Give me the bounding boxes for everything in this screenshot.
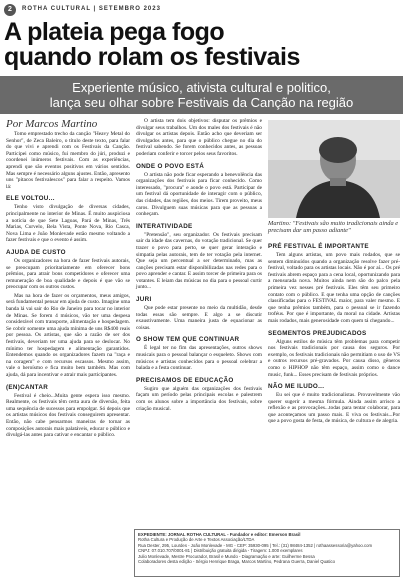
subheading: PRÉ FESTIVAL É IMPORTANTE [268,243,369,250]
portrait-illustration [268,120,400,218]
paragraph: Alguns estilos de música têm problemas para competir nos festivais tradicionais por causa dos seguros. Por exemplo, os festivais tradicionais não permitiam o uso de VS e outros recursos pré-gravados. Por causa disso, gêneros como o HIPHOP não têm espaço, assim como o dance music, funk... Esses precisam de festivais próprios. [268,338,400,378]
paragraph: É legal ter no fim das apresentações, outros shows musicais para o pessoal balançar o esqueleto. Shows com músicos e artistas conhecidos para o pessoal celebrar a balada e a festa continuar. [136,345,262,372]
photo-caption: Martino: "Festivais são muito tradicionais ainda e precisam dar um passo adiante" [268,220,399,234]
expediente-line: Colaboradores desta edição - Sérgio Henrique Braga, Marcos Martino, Pedrana Guerra, Daniel Quatico [138,559,336,565]
paragraph: "Pretensão", seu organizador. Os festivais precisam sair da idade das cavernas, do votação tradicional. Se quer trazer o povo para perto, se quer gerar interação e simpatia pelas autorais, tem de ter votação pela internet. Que seja um percentual a ser determinado, mas as canções precisam estar disponibilizadas nas redes para o povo aprender e cantar. E assim torcer de primeira para os votantes. E leiam das músicas no dia para o pessoal curtir junto... [136,231,262,291]
column-3 [268,238,400,427]
subheading: JURI [136,296,152,304]
page-header [0,0,403,20]
subheading: NÃO ME ILUDO... [268,383,325,391]
deck-bar [0,76,403,114]
paragraph: Mas na hora de fazer os orçamentos, meus amigos, será fundamental pensar em ajuda de custo. Imagine uma banda lá vai sair do Rio de Janeiro para tocar no interior de Minas. Se forem 4 músicos, vão ter uma despesa considerável com transporte, alimentação e hospedagem. Se cobrir somente uma ajuda mínima de uns R$400 reais por pessoa. Os artistas, que são a razão de ser dos festivais, deveriam ter uma ajuda para se deslocar. No mínimo ter hospedagem e alimentação garantidos. Entendemos quando os organizadores fazem na "raça e na coragem" e com recursos escassos. Mesmo assim, vale o heroísmo e fica muito bem também. Mas com ajuda, dá para incentivar e atrair mais participantes. [6,292,130,378]
subheading: AJUDA DE CUSTO [6,248,66,256]
headline-line-2: quando rolam os festivais [4,43,300,71]
deck-line-1: Experiente músico, ativista cultural e politico, [72,80,331,95]
paragraph: Festival é cheio...Muita gente espera isso mesmo. Realmente, os festivais têm certa aura de diversão, feita uma sequência de sucessos para empolgar. Só depois que os artistas músicos dos festivais conseguirem apresentar. Então, não cabe pensarmos maneiras de tornar as composições autorais mais palatáveis, educar o público e divulgá-las antes para cativar e encantar o público. [6,392,130,439]
expediente-title: EXPEDIENTE: JORNAL ROTHA CULTURAL - Fundador e editor: Emerson Brasil [138,532,301,537]
byline: Por Marcos Martino [6,118,98,130]
expediente-line: Rua Dester, 295, Lourdes - João Monlevade - MG - CEP: 35930-095 | Tel.: (31) 98484-1352 | rothaassessoria@yahoo.com [138,542,373,548]
paragraph: Sugiro que alguém das organizações dos festivais façam um período pelas principais escolas e palestrem com os alunos sobre a importância dos festivais, sobre criação musical. [136,385,262,412]
column-2 [136,118,262,414]
expediente-line: Rotha Cultura e Produção de Arte e Textos Associação/LTDA [138,537,255,543]
subheading: O SHOW TEM QUE CONTINUAR [136,336,240,344]
running-head: ROTHA CULTURAL | SETEMBRO 2023 [22,6,161,12]
paragraph: Os organizadores na hora de fazer festivais autorais, se preocupam prioritariamente em oferecer bons prêmios, para atrair bons competidores e oferecer uma remuneração de boa qualidade e depois é que vão se preocupar com os outros custos. [6,257,130,291]
paragraph: Eu sei que é muito tradicionalistas. Provavelmente vão querer sugerir a mesma fórmula. Ainda assim arrisco a reflexão e as provocações...todas para tentar colaborar, para que aconteçamos um passo mais. E viva os festivais...Por que a povo gosta de festa, de música, de cultura e de alegria. [268,392,400,425]
page-number: 2 [4,4,16,16]
deck-line-2: lança seu olhar sobre Festivais da Canção na região [49,95,354,110]
portrait-photo [268,120,400,218]
expediente-line: CNPJ: 07.010.707/0001-81 | Distribuição gratuita dirigida - Tiragem: 1.000 exemplares [138,548,303,554]
paragraph: O artista tem dois objetivos: disputar os prêmios e divulgar seus trabalhos. Um dos males dos festivais é não divulgar os artistas depois. Então acho que deveriam ser divulgados antes, para que o público chegue no dia do festival sabendo. Se forem conhecidos antes, as pessoas poderiam conferir e torcer pelos seus favoritos. [136,118,262,157]
subheading: ELE VOLTOU... [6,195,55,203]
paragraph: Tenho visto divulgação de diversas cidades, principalmente no interior de Minas. É muito auspiciosa a notícia de que Sete Lagoas, Pará de Minas, Três Marias, Curvelo, Bela Vista, Ponte Nova, Rio Casca, Nova Lima e João Monlevade estão mesmo voltando a fazer festivais e que o evento é assim. [6,204,130,244]
headline-line-1: A plateia pega fogo [4,18,225,46]
expediente-box [134,529,400,577]
subheading: SEGMENTOS PREJUDICADOS [268,329,367,337]
paragraph: Tomo emprestado trecho da canção "Heavy Metal do Senhor", de Zeca Baleiro, o título deste texto, para falar do que vivi e aprendi com os Festivais da Canção. Participei como músico, fui membro do júri, produzi e coordenei inúmeros festivais. Com as experiências, aprendi que são eventos positivos em vários sentidos. Mas sempre é necessário alguns ajustes. Então, apresento uns "pitacos festivalescos" para falar a respeito. Vamos lá: [6,131,130,190]
subheading: INTERATIVIDADE [136,222,193,230]
paragraph: Que pode estar presente no meio da multidão, desde todas essas são sempre. E algo a se discutir exaustivamente. Uma maneira justa de equacionar as coisas. [136,305,262,331]
subheading: (EN)CANTAR [6,383,49,391]
subheading: PRECISAMOS DE EDUCAÇÃO [136,376,234,384]
paragraph: Tem alguns artistas, um povo mais rodados, que se sentem diminuídos quando a organização resolve fazer pré-festival, voltado para os artistas locais. Não é por aí... Os pré festivais abrem espaço para a cena local, oportunizando para a mensurada nova. Muitos ainda nem são do palco pela primeira vez nesses pré festivais. Eles têm seu primeiro contato com o público. E que tenha uma opção de canções classificadas para o FESTIVAL maior, para valer mesmo. E que tenha prêmios também, para o pessoal se ir fazendo troféus. Por que é importante, da moral na cidade. Artistas mais rodados, mais generosidade com quem tá chegando... [268,252,400,324]
column-1 [6,131,130,441]
expediente-line: Julio Monlevade, Mestre Procurador, Brasil e Mundo - Diagramação e arte: Guilherme Bessa [138,553,315,559]
subheading: ONDE O POVO ESTÁ [136,162,205,170]
headline [4,20,400,70]
paragraph: O artista não pode ficar esperando a benevolência das organizações dos festivais para ficar conhecido. Como interessado, "procura" e aonde o povo está. Participar de um festival dá oportunidade de interagir com o público, das cidades, das regiões, dos meios. Tirem proveito, meus caros. Divulguem suas músicas para que as pessoas a conheçam. [136,171,262,218]
